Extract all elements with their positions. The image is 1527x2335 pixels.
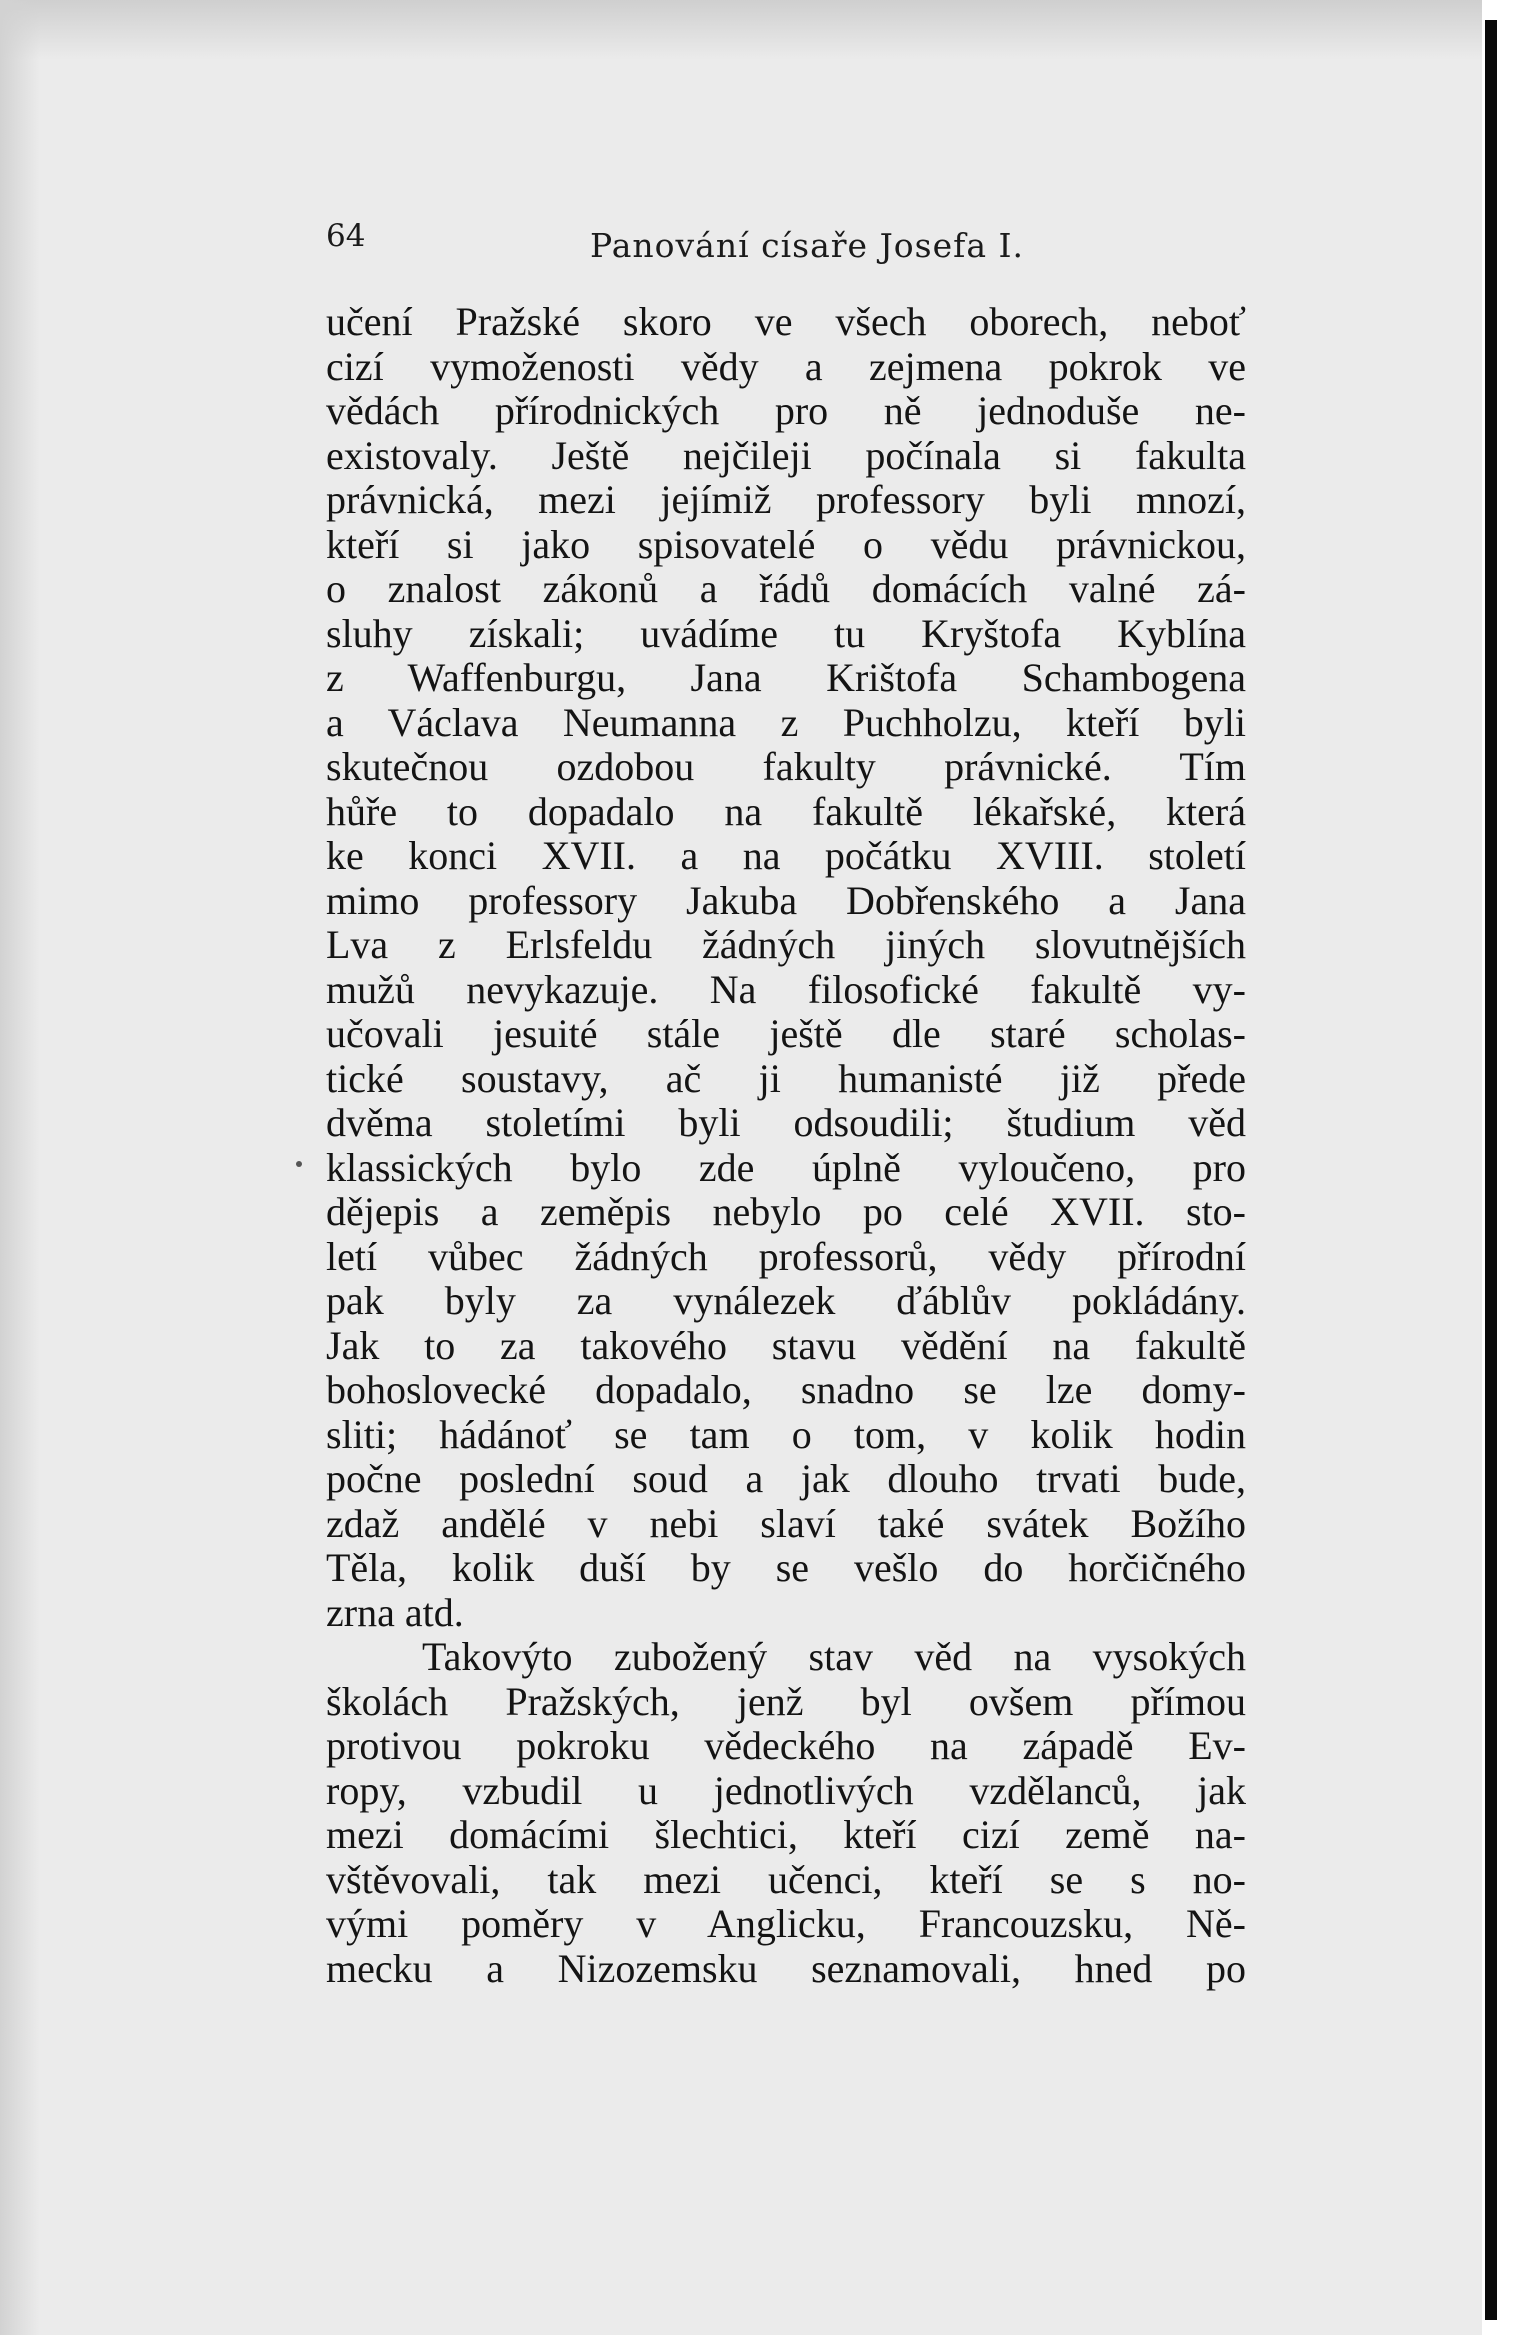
body-text xyxy=(326,300,1246,1991)
running-head: Panování císaře Josefa I. xyxy=(590,226,1025,265)
text-line: a Václava Neumanna z Puchholzu, kteří byli xyxy=(326,699,1246,745)
spine-edge-shadow xyxy=(1485,20,1497,2320)
text-line: školách Pražských, jenž byl ovšem přímou xyxy=(326,1678,1246,1724)
text-line: vštěvovali, tak mezi učenci, kteří se s no- xyxy=(326,1856,1246,1902)
text-line: hůře to dopadalo na fakultě lékařské, která xyxy=(326,788,1246,834)
text-line: sluhy získali; uvádíme tu Kryštofa Kyblína xyxy=(326,610,1246,656)
text-line: učovali jesuité stále ještě dle staré scholas- xyxy=(326,1011,1246,1056)
text-line: mužů nevykazuje. Na filosofické fakultě vy- xyxy=(326,966,1246,1012)
text-line: dvěma stoletími byli odsoudili; študium věd xyxy=(326,1100,1246,1145)
page-number: 64 xyxy=(326,218,366,254)
text-line: dějepis a zeměpis nebylo po celé XVII. sto- xyxy=(326,1189,1246,1234)
text-line: sliti; hádánoť se tam o tom, v kolik hodin xyxy=(326,1411,1246,1457)
text-line: zrna atd. xyxy=(326,1589,464,1635)
text-line: z Waffenburgu, Jana Krištofa Schambogena xyxy=(326,655,1246,700)
text-line: mezi domácími šlechtici, kteří cizí země na- xyxy=(326,1812,1246,1857)
text-line: vými poměry v Anglicku, Francouzsku, Ně- xyxy=(326,1901,1246,1946)
text-line: skutečnou ozdobou fakulty právnické. Tím xyxy=(326,744,1246,789)
paragraph-1 xyxy=(326,300,1246,1635)
text-line: bohoslovecké dopadalo, snadno se lze domy- xyxy=(326,1367,1246,1412)
text-line: Těla, kolik duší by se vešlo do horčičného xyxy=(326,1545,1246,1590)
margin-mark xyxy=(296,1161,302,1167)
text-line: počne poslední soud a jak dlouho trvati bude, xyxy=(326,1456,1246,1501)
text-line: vědách přírodnických pro ně jednoduše ne- xyxy=(326,388,1246,433)
text-line: Takovýto zubožený stav věd na vysokých xyxy=(422,1634,1246,1679)
paragraph-2 xyxy=(326,1635,1246,1991)
text-line: pak byly za vynálezek ďáblův pokládány. xyxy=(326,1278,1246,1323)
page-header xyxy=(320,218,1320,268)
text-line: právnická, mezi jejímiž professory byli mnozí, xyxy=(326,477,1246,522)
text-line: ropy, vzbudil u jednotlivých vzdělanců, jak xyxy=(326,1767,1246,1813)
text-line: učení Pražské skoro ve všech oborech, neboť xyxy=(326,299,1246,344)
text-line: Lva z Erlsfeldu žádných jiných slovutnějších xyxy=(326,922,1246,967)
text-line: zdaž andělé v nebi slaví také svátek Božího xyxy=(326,1500,1246,1546)
text-line: protivou pokroku vědeckého na západě Ev- xyxy=(326,1723,1246,1768)
text-line: cizí vymoženosti vědy a zejmena pokrok ve xyxy=(326,343,1246,389)
text-line: mecku a Nizozemsku seznamovali, hned po xyxy=(326,1945,1246,1991)
text-line: Jak to za takového stavu vědění na fakultě xyxy=(326,1322,1246,1368)
text-line: tické soustavy, ač ji humanisté již přede xyxy=(326,1055,1246,1101)
text-line: mimo professory Jakuba Dobřenského a Jana xyxy=(326,877,1246,923)
text-line: o znalost zákonů a řádů domácích valné zá- xyxy=(326,566,1246,611)
text-line: ke konci XVII. a na počátku XVIII. století xyxy=(326,833,1246,878)
text-line: kteří si jako spisovatelé o vědu právnickou, xyxy=(326,521,1246,567)
text-line: klassických bylo zde úplně vyloučeno, pro xyxy=(326,1144,1246,1190)
text-line: letí vůbec žádných professorů, vědy přírodní xyxy=(326,1233,1246,1279)
text-line: existovaly. Ještě nejčileji počínala si fakulta xyxy=(326,432,1246,478)
